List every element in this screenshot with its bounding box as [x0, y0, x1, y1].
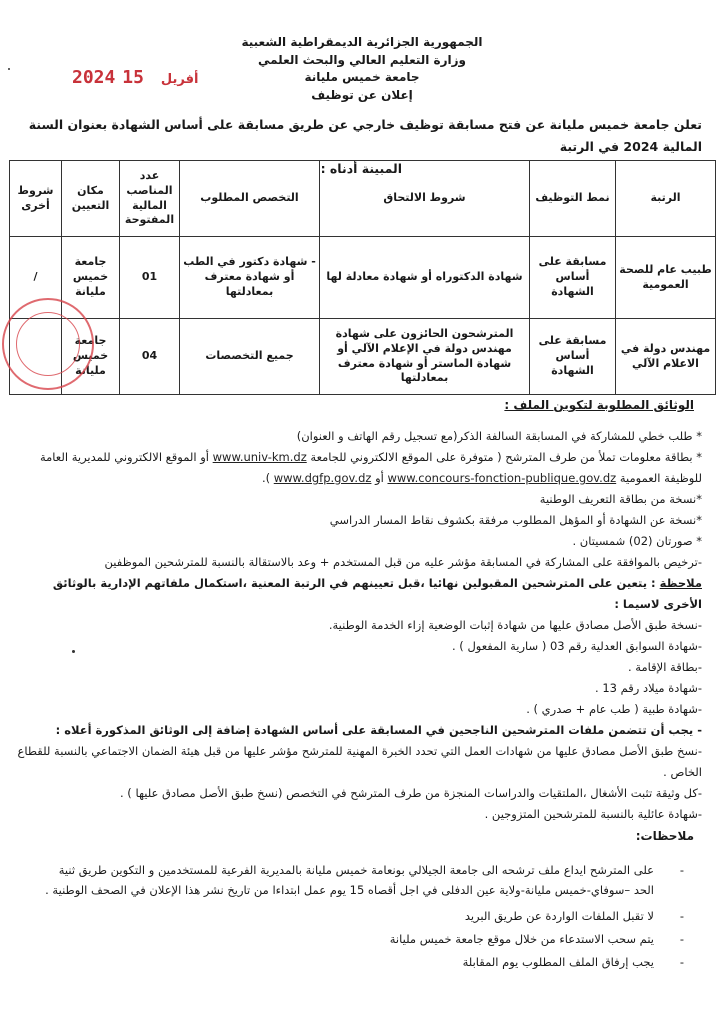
table-row — [10, 319, 716, 395]
doc-item: * صورتان (02) شمسيتان . — [572, 534, 702, 548]
concours-website-link[interactable]: www.concours-fonction-publique.gov.dz — [387, 471, 617, 485]
note-item: -بطاقة الإقامة . — [628, 660, 702, 674]
col-header-other: شروط أخرى — [10, 161, 62, 237]
note-item: -شهادة السوابق العدلية رقم 03 ( سارية المفعول ) . — [452, 639, 702, 653]
cell-mode: مسابقة على أساس الشهادة — [530, 237, 616, 319]
doc-item-text: أو الموقع الالكتروني للمديرية العامة للوظيفة العمومية — [39, 450, 702, 485]
col-header-mode: نمط التوظيف — [530, 161, 616, 237]
cell-posts: 04 — [120, 319, 180, 395]
scan-speck — [8, 68, 10, 70]
must-item: -كل وثيقة تثبت الأشغال ،الملتقيات والدراسات المنجزة من طرف المترشح في التخصص (نسخ طبق الأصل مصادق عليها ) . — [119, 786, 702, 800]
doc-item-info-card — [12, 447, 702, 489]
date-stamp — [72, 66, 212, 90]
remark-item: - لا تقبل الملفات الواردة عن طريق البريد — [44, 906, 684, 926]
note-item: -شهادة طبية ( طب عام + صدري ) . — [526, 702, 702, 716]
remark-item: - يجب إرفاق الملف المطلوب يوم المقابلة — [44, 952, 684, 972]
date-day: 15 — [122, 67, 144, 88]
cell-conditions: المترشحون الحائزون على شهادة مهندس دولة في الإعلام الآلي أو شهادة الماستر أو شهادة معترف بمعادلتها — [320, 319, 530, 395]
table-header-row — [10, 161, 716, 237]
doc-item-text: أو — [375, 471, 384, 485]
remarks-list — [44, 860, 684, 975]
cell-posts: 01 — [120, 237, 180, 319]
date-year: 2024 — [72, 67, 116, 88]
note-text: : يتعين على المترشحين المقبولين نهائيا ،قبل تعيينهم في الرتبة المعنية ،استكمال ملفاتهم الإدارية بالوثائق الأخرى لاسيما : — [52, 576, 702, 611]
cell-rank: مهندس دولة في الاعلام الآلي — [616, 319, 716, 395]
dgfp-website-link[interactable]: www.dgfp.gov.dz — [273, 471, 372, 485]
col-header-specialty: التخصص المطلوب — [180, 161, 320, 237]
doc-item-text: ). — [261, 471, 271, 485]
positions-table — [9, 160, 716, 395]
intro-line-2: المبينة أدناه : — [320, 161, 402, 176]
must-item: -شهادة عائلية بالنسبة للمترشحين المتزوجين . — [484, 807, 702, 821]
col-header-place: مكان التعيين — [62, 161, 120, 237]
announcement-title: إعلان عن توظيف — [311, 87, 413, 102]
doc-item: *نسخة من بطاقة التعريف الوطنية — [539, 492, 702, 506]
doc-item: * طلب خطي للمشاركة في المسابقة السالفة الذكر(مع تسجيل رقم الهاتف و العنوان) — [296, 429, 702, 443]
doc-item-text: * بطاقة معلومات تملأ من طرف المترشح ( متوفرة على الموقع الالكتروني للجامعة — [310, 450, 702, 464]
documents-list — [12, 426, 702, 825]
university-website-link[interactable]: www.univ-km.dz — [212, 450, 307, 464]
note-item: -نسخة طبق الأصل مصادق عليها من شهادة إثبات الوضعية إزاء الخدمة الوطنية. — [328, 618, 702, 632]
remarks-title: ملاحظات: — [635, 829, 694, 843]
date-month: أفريل — [160, 72, 199, 87]
must-item: -نسخ طبق الأصل مصادق عليها من شهادات العمل التي تحدد الخبرة المهنية للمترشح مؤشر عليها من قبل هيئة الضمان الاجتماعي بالنسبة للقطاع الخاص . — [17, 744, 702, 779]
cell-mode: مسابقة على أساس الشهادة — [530, 319, 616, 395]
cell-other: / — [10, 237, 62, 319]
documents-title: الوثائق المطلوبة لتكوين الملف : — [504, 398, 694, 412]
note-line — [12, 573, 702, 615]
table-row — [10, 237, 716, 319]
note-label: ملاحظة — [659, 576, 702, 590]
seal-inner-ring — [16, 312, 80, 376]
university-seal — [2, 298, 94, 390]
remark-item: - على المترشح ايداع ملف ترشحه الى جامعة الجيلالي بونعامة خميس مليانة بالمديرية الفرعية للمستخدمين و التكوين طريق ثنية الحد –سوفاي-خميس مليانة-ولاية عين الدفلى في اجل أقصاه 15 يوم عمل ابتداءا من تاريخ نشر هذا الإعلان في الصحف الوطنية . — [44, 860, 684, 900]
col-header-rank: الرتبة — [616, 161, 716, 237]
university-title: جامعة خميس مليانة — [304, 70, 420, 84]
republic-title: الجمهورية الجزائرية الديمقراطية الشعبية — [241, 35, 483, 49]
cell-specialty: - شهادة دكتور في الطب أو شهادة معترف بمعادلتها — [180, 237, 320, 319]
cell-place: جامعة خميس مليانة — [62, 319, 120, 395]
col-header-posts: عدد المناصب المالية المفتوحة — [120, 161, 180, 237]
remark-item: - يتم سحب الاستدعاء من خلال موقع جامعة خميس مليانة — [44, 929, 684, 949]
cell-conditions: شهادة الدكتوراه أو شهادة معادلة لها — [320, 237, 530, 319]
intro-line-1: تعلن جامعة خميس مليانة عن فتح مسابقة توظيف خارجي عن طريق مسابقة على أساس الشهادة بعنوان السنة المالية 2024 في الرتبة — [28, 117, 702, 154]
scan-speck — [72, 650, 75, 653]
ministry-title: وزارة التعليم العالي والبحث العلمي — [257, 52, 467, 67]
must-include-line: - يجب أن تتضمن ملفات المترشحين الناجحين في المسابقة على أساس الشهادة إضافة إلى الوثائق المذكورة أعلاه : — [55, 723, 702, 737]
cell-rank: طبيب عام للصحة العمومية — [616, 237, 716, 319]
cell-place: جامعة خميس مليانة — [62, 237, 120, 319]
cell-specialty: جميع التخصصات — [180, 319, 320, 395]
col-header-conditions: شروط الالتحاق — [320, 161, 530, 237]
doc-item: -ترخيص بالموافقة على المشاركة في المسابقة مؤشر عليه من قبل المستخدم + وعد بالاستقالة بالنسبة للمترشحين الموظفين — [104, 555, 702, 569]
doc-item: *نسخة عن الشهادة أو المؤهل المطلوب مرفقة بكشوف نقاط المسار الدراسي — [329, 513, 702, 527]
note-item: -شهادة ميلاد رقم 13 . — [595, 681, 702, 695]
